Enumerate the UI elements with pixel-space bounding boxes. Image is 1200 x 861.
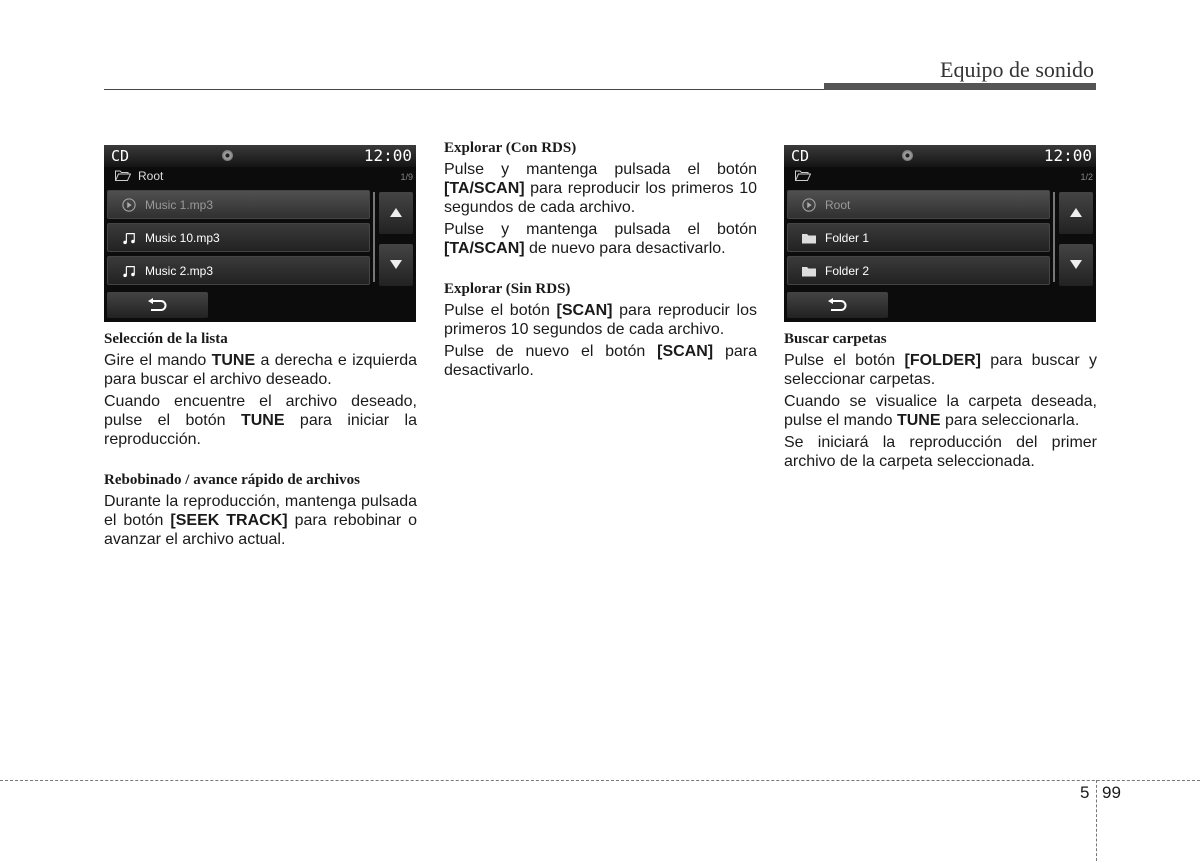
cd-screen-file-list	[104, 145, 416, 322]
back-arrow-icon	[827, 298, 847, 312]
text-run: Pulse el botón	[784, 352, 905, 369]
paragraph	[104, 492, 417, 549]
control-name: [FOLDER]	[904, 352, 981, 369]
back-arrow-icon	[147, 298, 167, 312]
cd-screen-folder-list	[784, 145, 1096, 322]
path-label: Root	[138, 169, 164, 183]
paragraph	[104, 392, 417, 449]
text-run: Gire el mando	[104, 352, 212, 369]
text-run: para rebobinar o avanzar el archivo actual.	[104, 512, 418, 548]
back-button[interactable]	[107, 292, 208, 318]
arrow-up-icon	[1070, 208, 1082, 217]
folder-icon	[801, 264, 817, 278]
page-header-title: Equipo de sonido	[940, 57, 1094, 82]
paragraph	[104, 351, 417, 389]
music-note-icon	[121, 231, 137, 245]
text-run: para iniciar la reproducción.	[104, 412, 417, 448]
text-run: Cuando se visualice la carpeta deseada, pulse el mando	[784, 393, 1097, 429]
scroll-down-button[interactable]	[1059, 244, 1093, 286]
list-item-label: Folder 2	[825, 264, 870, 278]
list-item-label: Music 2.mp3	[145, 264, 214, 278]
text-run: para buscar y seleccionar carpetas.	[784, 352, 1097, 388]
text-run: para seleccionarla.	[940, 412, 1080, 429]
section-title: Selección de la lista	[104, 331, 228, 347]
list-item-label: Folder 1	[825, 231, 870, 245]
control-name: TUNE	[211, 352, 256, 369]
source-label: CD	[791, 147, 810, 165]
folder-open-icon	[115, 170, 131, 181]
path-row	[104, 167, 416, 187]
clock: 12:00	[363, 146, 412, 165]
list-item-label: Music 1.mp3	[145, 198, 214, 212]
list-item-label: Music 10.mp3	[145, 231, 220, 245]
text-run: Durante la reproducción, mantenga pulsada el botón	[104, 493, 417, 529]
item-count: 1/2	[1080, 172, 1093, 182]
list-item-label: Root	[825, 198, 851, 212]
list-item[interactable]	[787, 256, 1050, 285]
text-run: Pulse y mantenga pulsada el botón	[444, 221, 757, 238]
screen-status-bar	[104, 145, 416, 167]
list-item[interactable]	[107, 223, 370, 252]
text-run: para reproducir los primeros 10 segundos de cada archivo.	[444, 180, 757, 216]
text-run: a derecha e izquierda para buscar el archivo deseado.	[104, 352, 418, 388]
item-count: 1/9	[400, 172, 413, 182]
text-run: para desactivarlo.	[444, 343, 757, 379]
play-icon	[801, 198, 817, 212]
paragraph	[784, 392, 1097, 430]
disc-icon	[902, 150, 913, 161]
scrollbar[interactable]	[373, 192, 375, 282]
chapter-number: 5	[1080, 783, 1090, 802]
control-name: [SCAN]	[657, 343, 714, 360]
header-bar	[824, 83, 1096, 90]
footer-divider	[0, 780, 1200, 781]
section-title: Buscar carpetas	[784, 331, 887, 347]
back-button[interactable]	[787, 292, 888, 318]
scroll-up-button[interactable]	[379, 192, 413, 234]
play-icon	[121, 198, 137, 212]
section-title: Explorar (Con RDS)	[444, 140, 577, 156]
music-note-icon	[121, 264, 137, 278]
control-name: [SEEK TRACK]	[170, 512, 288, 529]
control-name: [TA/SCAN]	[444, 240, 525, 257]
control-name: [TA/SCAN]	[444, 180, 525, 197]
paragraph: Se iniciará la reproducción del primer archivo de la carpeta seleccionada.	[784, 434, 1097, 470]
text-run: de nuevo para desactivarlo.	[524, 240, 726, 257]
arrow-down-icon	[1070, 260, 1082, 269]
paragraph	[444, 342, 757, 380]
folder-icon	[801, 231, 817, 245]
header-rule	[104, 89, 824, 90]
list-item[interactable]	[107, 256, 370, 285]
text-run: Pulse de nuevo el botón	[444, 343, 658, 360]
text-run: para reproducir los primeros 10 segundos de cada archivo.	[444, 302, 757, 338]
scrollbar[interactable]	[1053, 192, 1055, 282]
list-item[interactable]	[787, 223, 1050, 252]
list-item[interactable]	[787, 190, 1050, 219]
text-run: Cuando encuentre el archivo deseado, pulse el botón	[104, 393, 417, 429]
paragraph	[784, 351, 1097, 389]
scroll-up-button[interactable]	[1059, 192, 1093, 234]
clock: 12:00	[1043, 146, 1092, 165]
paragraph	[444, 160, 757, 217]
arrow-up-icon	[390, 208, 402, 217]
source-label: CD	[111, 147, 130, 165]
text-run: Pulse el botón	[444, 302, 557, 319]
path-row	[784, 167, 1096, 187]
disc-icon	[222, 150, 233, 161]
paragraph	[444, 301, 757, 339]
list-item[interactable]	[107, 190, 370, 219]
section-title: Explorar (Sin RDS)	[444, 281, 571, 297]
scroll-down-button[interactable]	[379, 244, 413, 286]
column-2	[444, 140, 757, 383]
column-3	[784, 331, 1097, 474]
section-title: Rebobinado / avance rápido de archivos	[104, 472, 361, 488]
paragraph	[444, 220, 757, 258]
control-name: [SCAN]	[556, 302, 613, 319]
control-name: TUNE	[240, 412, 285, 429]
screen-status-bar	[784, 145, 1096, 167]
text-run: Pulse y mantenga pulsada el botón	[444, 161, 757, 178]
column-1	[104, 331, 417, 552]
folder-open-icon	[795, 170, 811, 181]
arrow-down-icon	[390, 260, 402, 269]
page-number: 99	[1102, 783, 1121, 802]
footer-vertical-divider	[1096, 780, 1097, 861]
control-name: TUNE	[896, 412, 941, 429]
